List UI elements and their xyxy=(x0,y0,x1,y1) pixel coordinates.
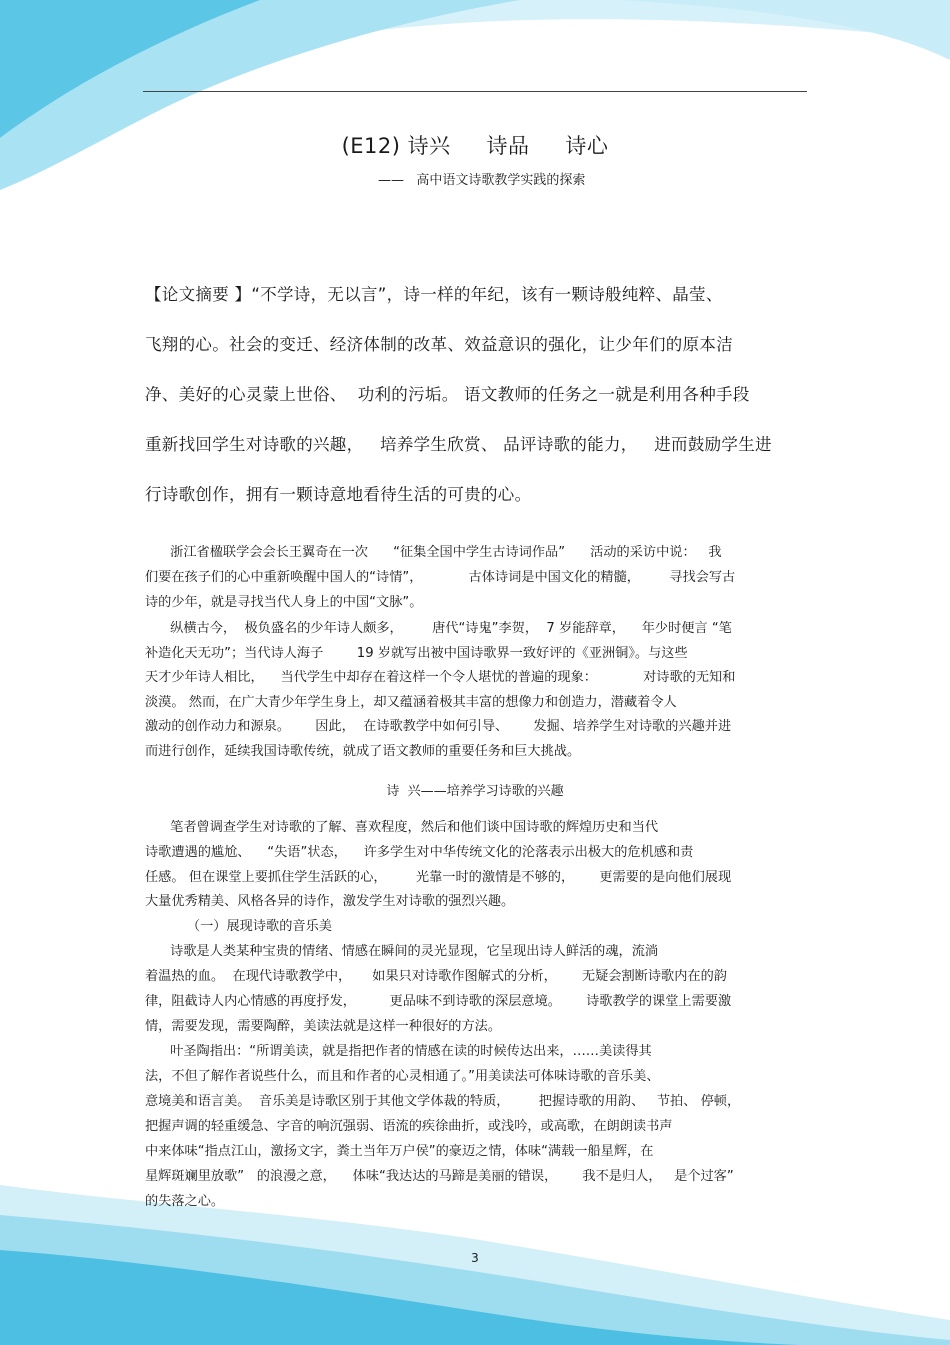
section-line: 任感。 但在课堂上要抓住学生活跃的心， 光靠一时的激情是不够的， 更需要的是向他们展现 xyxy=(145,870,732,885)
section-line: 着温热的血。 在现代诗歌教学中， 如果只对诗歌作图解式的分析， 无疑会割断诗歌内在的韵 xyxy=(145,969,727,984)
paper-subtitle: —— 高中语文诗歌教学实践的探索 xyxy=(378,173,586,188)
intro-line: 补造化天无功”；当代诗人海子 19 岁就写出被中国诗歌界一致好评的《亚洲铜》。与这些 xyxy=(145,646,688,661)
abstract-line: 净、美好的心灵蒙上世俗、 功利的污垢。 语文教师的任务之一就是利用各种手段 xyxy=(145,385,750,404)
section-line: 律，阻截诗人内心情感的再度抒发， 更品味不到诗歌的深层意境。 诗歌教学的课堂上需要激 xyxy=(145,994,732,1009)
intro-line: 浙江省楹联学会会长王翼奇在一次 “征集全国中学生古诗词作品” 活动的采访中说： 我 xyxy=(145,545,722,560)
subsection-heading: （一）展现诗歌的音乐美 xyxy=(145,919,332,934)
page-number: 3 xyxy=(471,1251,479,1265)
abstract-line: 行诗歌创作，拥有一颗诗意地看待生活的可贵的心。 xyxy=(145,485,532,504)
section-line: 叶圣陶指出：“所谓美读，就是指把作者的情感在读的时候传达出来，……美读得其 xyxy=(145,1044,652,1059)
section-line: 中来体味“指点江山，激扬文字，粪土当年万户侯”的豪迈之情，体味“满载一船星辉，在 xyxy=(145,1144,654,1159)
section-heading: 诗 兴——培养学习诗歌的兴趣 xyxy=(386,784,564,799)
section-line: 的失落之心。 xyxy=(145,1194,225,1209)
section-line: 诗歌遭遇的尴尬、 “失语”状态， 许多学生对中华传统文化的沦落表示出极大的危机感和责 xyxy=(145,845,694,860)
section-line: 大量优秀精美、风格各异的诗作，激发学生对诗歌的强烈兴趣。 xyxy=(145,894,515,909)
section-line: 星辉斑斓里放歌” 的浪漫之意， 体味“我达达的马蹄是美丽的错误， 我不是归人， 是个过客” xyxy=(145,1169,734,1184)
paper-title: (E12) 诗兴 诗品 诗心 xyxy=(341,134,609,158)
section-line: 笔者曾调查学生对诗歌的了解、喜欢程度，然后和他们谈中国诗歌的辉煌历史和当代 xyxy=(145,820,659,835)
intro-line: 淡漠。 然而，在广大青少年学生身上，却又蕴涵着极其丰富的想像力和创造力，潜藏着令人 xyxy=(145,695,677,710)
intro-line: 天才少年诗人相比， 当代学生中却存在着这样一个令人堪忧的普遍的现象： 对诗歌的无知和 xyxy=(145,670,736,685)
intro-line: 而进行创作，延续我国诗歌传统，就成了语文教师的重要任务和巨大挑战。 xyxy=(145,744,581,759)
section-line: 诗歌是人类某种宝贵的情绪、情感在瞬间的灵光显现，它呈现出诗人鲜活的魂，流淌 xyxy=(145,944,659,959)
section-line: 意境美和语言美。 音乐美是诗歌区别于其他文学体裁的特质， 把握诗歌的用韵、 节拍、 停顿， xyxy=(145,1094,741,1109)
intro-line: 激动的创作动力和源泉。 因此， 在诗歌教学中如何引导、 发掘、培养学生对诗歌的兴趣并进 xyxy=(145,719,732,734)
section-line: 情，需要发现，需要陶醉，美读法就是这样一种很好的方法。 xyxy=(145,1019,502,1034)
intro-line: 诗的少年，就是寻找当代人身上的中国“文脉”。 xyxy=(145,595,423,610)
abstract-line: 重新找回学生对诗歌的兴趣， 培养学生欣赏、 品评诗歌的能力， 进而鼓励学生进 xyxy=(145,435,772,454)
intro-line: 纵横古今， 极负盛名的少年诗人颇多， 唐代“诗鬼”李贺， 7 岁能辞章， 年少时便言 “笔 xyxy=(145,621,732,636)
abstract-line: 飞翔的心。社会的变迁、经济体制的改革、效益意识的强化，让少年们的原本洁 xyxy=(145,335,733,354)
intro-line: 们要在孩子们的心中重新唤醒中国人的“诗情”， 古体诗词是中国文化的精髓， 寻找会写古 xyxy=(145,570,736,585)
section-line: 把握声调的轻重缓急、字音的响沉强弱、语流的疾徐曲折，或浅吟，或高歌，在朗朗读书声 xyxy=(145,1119,673,1134)
abstract-line: 【论文摘要 】“不学诗，无以言”，诗一样的年纪，该有一颗诗般纯粹、晶莹、 xyxy=(145,285,723,304)
header-rule xyxy=(143,91,807,92)
section-line: 法，不但了解作者说些什么，而且和作者的心灵相通了。”用美读法可体味诗歌的音乐美、 xyxy=(145,1069,660,1084)
